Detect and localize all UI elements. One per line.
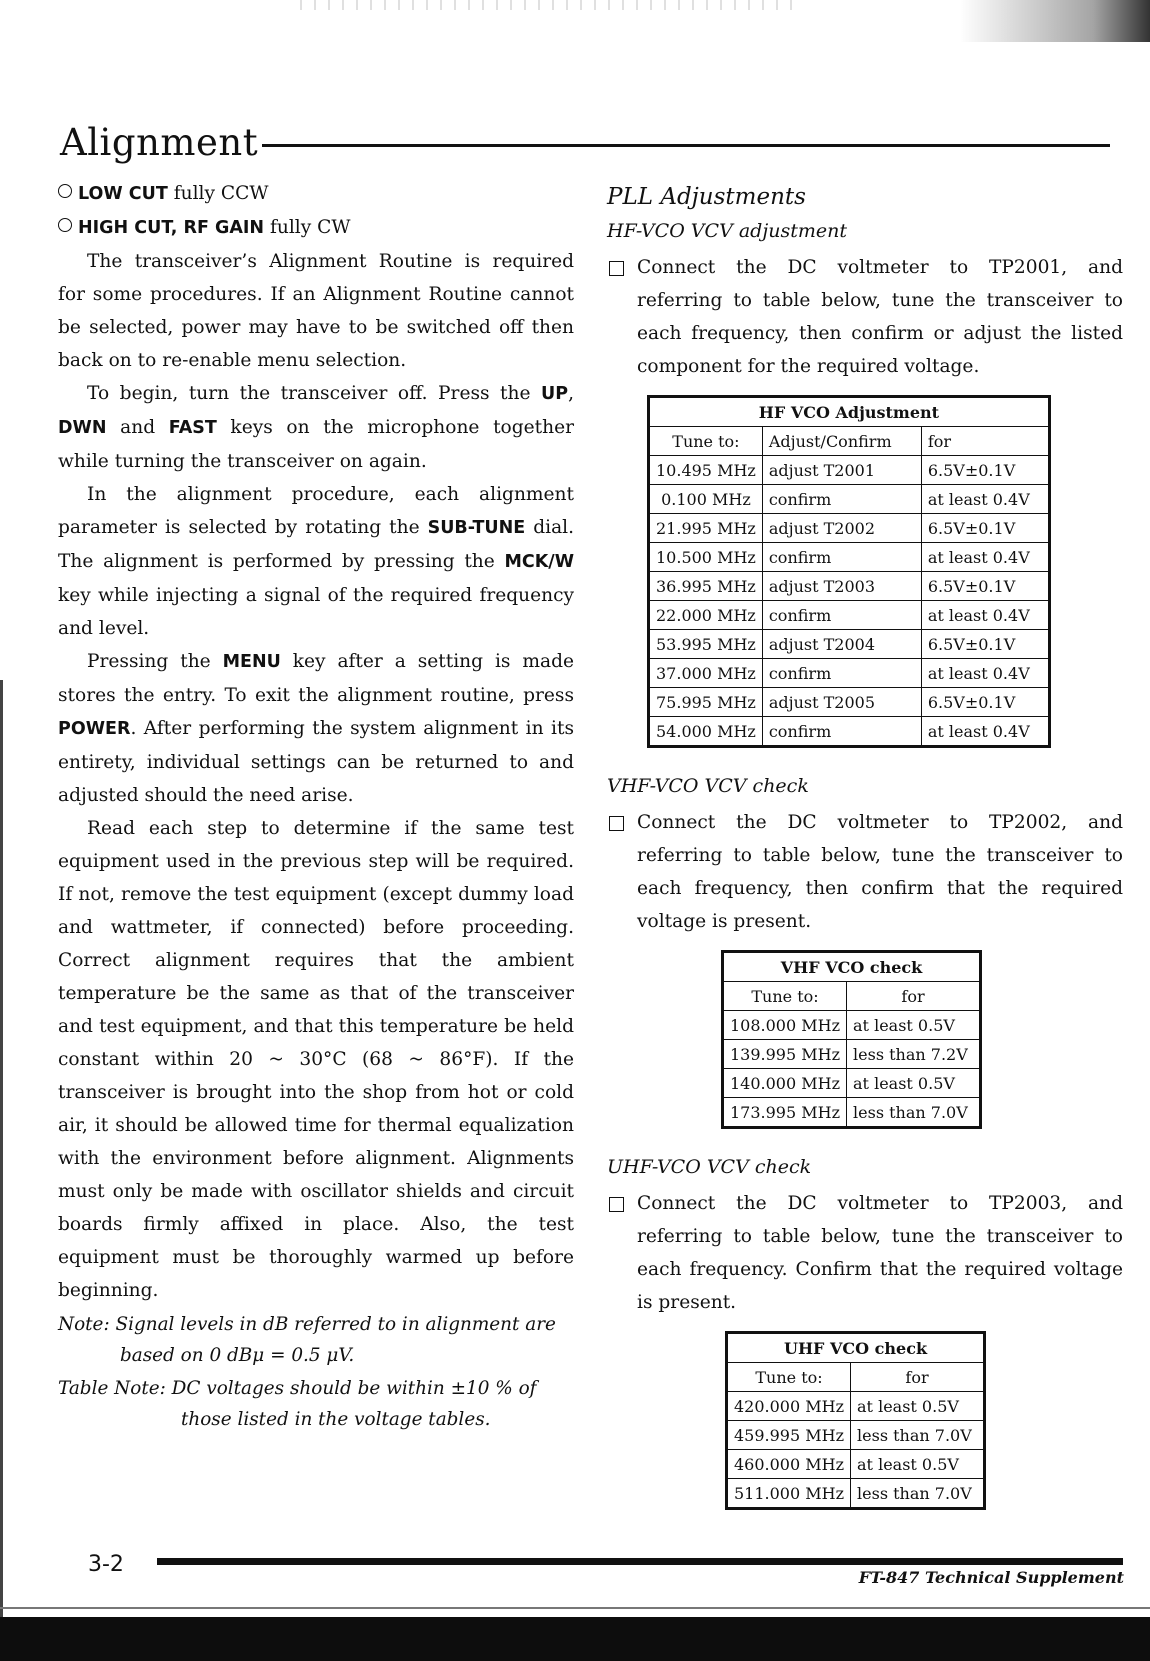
table-header: for bbox=[847, 982, 980, 1011]
key-name: UP bbox=[541, 384, 569, 404]
table-header: for bbox=[921, 427, 1048, 456]
title-rule bbox=[262, 144, 1110, 147]
paragraph: Read each step to determine if the same test equipment used in the previous step will be required. If not, remove the test equipment (except dummy load and wattmeter, if connected) before proceeding. Correct alignment requires that the ambient temperature be the same as that of the transceiver and test equipment, and that this temperature be held constant within 20 ~ 30°C (68 ~ 86°F). If the transceiver is brought into the shop from hot or cold air, it should be allowed time for thermal equalization with the environment before alignment. Alignments must only be made with oscillator shields and circuit boards firmly affixed in place. Also, the test equipment must be thoroughly warmed up before beginning. bbox=[58, 818, 574, 1301]
scan-edge bbox=[0, 680, 3, 1660]
scan-artifact bbox=[960, 0, 1150, 42]
page-title: Alignment bbox=[60, 120, 259, 164]
circle-bullet-icon bbox=[58, 218, 72, 232]
key-name: DWN bbox=[58, 418, 107, 438]
footer-rule bbox=[157, 1558, 1123, 1565]
control-key: HIGH CUT, RF GAIN bbox=[78, 218, 265, 238]
procedure-step: Connect the DC voltmeter to TP2002, and referring to table below, tune the transceiver to each frequency, then confirm that the required voltage is present. bbox=[607, 806, 1123, 938]
table-header: for bbox=[851, 1363, 984, 1392]
table-row: 54.000 MHz confirm at least 0.4V bbox=[650, 717, 1049, 746]
scan-edge bbox=[0, 1607, 1150, 1609]
key-name: POWER bbox=[58, 719, 131, 739]
table-caption: UHF VCO check bbox=[728, 1334, 984, 1363]
table-row: 75.995 MHz adjust T2005 6.5V±0.1V bbox=[650, 688, 1049, 717]
right-column bbox=[607, 177, 1123, 1514]
table-row: 22.000 MHz confirm at least 0.4V bbox=[650, 601, 1049, 630]
control-setting bbox=[58, 211, 574, 245]
page-number: 3-2 bbox=[88, 1552, 124, 1577]
scan-edge bbox=[0, 1617, 1150, 1661]
key-name: SUB-TUNE bbox=[427, 518, 526, 538]
section-title: PLL Adjustments bbox=[607, 184, 806, 210]
hf-vco-table bbox=[647, 395, 1051, 748]
control-state: fully CW bbox=[264, 217, 351, 238]
table-row: 420.000 MHz at least 0.5V bbox=[728, 1392, 984, 1421]
control-key: LOW CUT bbox=[78, 184, 168, 204]
table-row: 10.500 MHz confirm at least 0.4V bbox=[650, 543, 1049, 572]
paragraph: In the alignment procedure, each alignment parameter is selected by rotating the SUB-TUNE dial. The alignment is performed by pressing the MCK/W key while injecting a signal of the required frequency and level. bbox=[58, 484, 575, 639]
table-caption: HF VCO Adjustment bbox=[650, 398, 1049, 427]
uhf-vco-table bbox=[725, 1331, 986, 1510]
subsection-title: VHF-VCO VCV check bbox=[607, 775, 809, 797]
table-row: 511.000 MHz less than 7.0V bbox=[728, 1479, 984, 1508]
procedure-step: Connect the DC voltmeter to TP2001, and referring to table below, tune the transceiver to each frequency, then confirm or adjust the listed component for the required voltage. bbox=[607, 251, 1123, 383]
vhf-vco-table bbox=[721, 950, 982, 1129]
subsection-title: HF-VCO VCV adjustment bbox=[607, 220, 847, 242]
control-state: fully CCW bbox=[167, 183, 269, 204]
scan-artifact bbox=[300, 0, 800, 10]
table-header: Adjust/Confirm bbox=[762, 427, 921, 456]
circle-bullet-icon bbox=[58, 184, 72, 198]
table-header: Tune to: bbox=[650, 427, 763, 456]
checkbox-icon bbox=[609, 816, 624, 831]
table-row: 21.995 MHz adjust T2002 6.5V±0.1V bbox=[650, 514, 1049, 543]
table-row: 173.995 MHz less than 7.0V bbox=[724, 1098, 980, 1127]
table-row: 0.100 MHz confirm at least 0.4V bbox=[650, 485, 1049, 514]
table-row: 139.995 MHz less than 7.2V bbox=[724, 1040, 980, 1069]
page-header bbox=[60, 112, 1110, 172]
table-header: Tune to: bbox=[728, 1363, 851, 1392]
table-row: 10.495 MHz adjust T2001 6.5V±0.1V bbox=[650, 456, 1049, 485]
key-name: FAST bbox=[168, 418, 217, 438]
table-header: Tune to: bbox=[724, 982, 847, 1011]
table-row: 140.000 MHz at least 0.5V bbox=[724, 1069, 980, 1098]
table-row: 459.995 MHz less than 7.0V bbox=[728, 1421, 984, 1450]
table-row: 460.000 MHz at least 0.5V bbox=[728, 1450, 984, 1479]
checkbox-icon bbox=[609, 1197, 624, 1212]
note: Note: Signal levels in dB referred to in alignment are based on 0 dBμ = 0.5 μV. bbox=[58, 1314, 556, 1366]
paragraph: The transceiver’s Alignment Routine is required for some procedures. If an Alignment Routine cannot be selected, power may have to be switched off then back on to re-enable menu selection. bbox=[58, 251, 574, 371]
table-row: 108.000 MHz at least 0.5V bbox=[724, 1011, 980, 1040]
control-setting bbox=[58, 177, 574, 211]
checkbox-icon bbox=[609, 261, 624, 276]
table-row: 37.000 MHz confirm at least 0.4V bbox=[650, 659, 1049, 688]
procedure-step: Connect the DC voltmeter to TP2003, and referring to table below, tune the transceiver to each frequency. Confirm that the required voltage is present. bbox=[607, 1187, 1123, 1319]
table-note: Table Note: DC voltages should be within ±10 % of those listed in the voltage tables. bbox=[58, 1378, 537, 1430]
key-name: MCK/W bbox=[504, 552, 574, 572]
document-title: FT-847 Technical Supplement bbox=[858, 1568, 1124, 1587]
paragraph: To begin, turn the transceiver off. Press the UP, DWN and FAST keys on the microphone together while turning the transceiver on again. bbox=[58, 383, 574, 472]
left-column bbox=[58, 177, 574, 1435]
table-row: 53.995 MHz adjust T2004 6.5V±0.1V bbox=[650, 630, 1049, 659]
subsection-title: UHF-VCO VCV check bbox=[607, 1156, 812, 1178]
table-caption: VHF VCO check bbox=[724, 953, 980, 982]
table-row: 36.995 MHz adjust T2003 6.5V±0.1V bbox=[650, 572, 1049, 601]
paragraph: Pressing the MENU key after a setting is made stores the entry. To exit the alignment routine, press POWER. After performing the system alignment in its entirety, individual settings can be returned to and adjusted should the need arise. bbox=[58, 651, 574, 806]
key-name: MENU bbox=[222, 652, 281, 672]
